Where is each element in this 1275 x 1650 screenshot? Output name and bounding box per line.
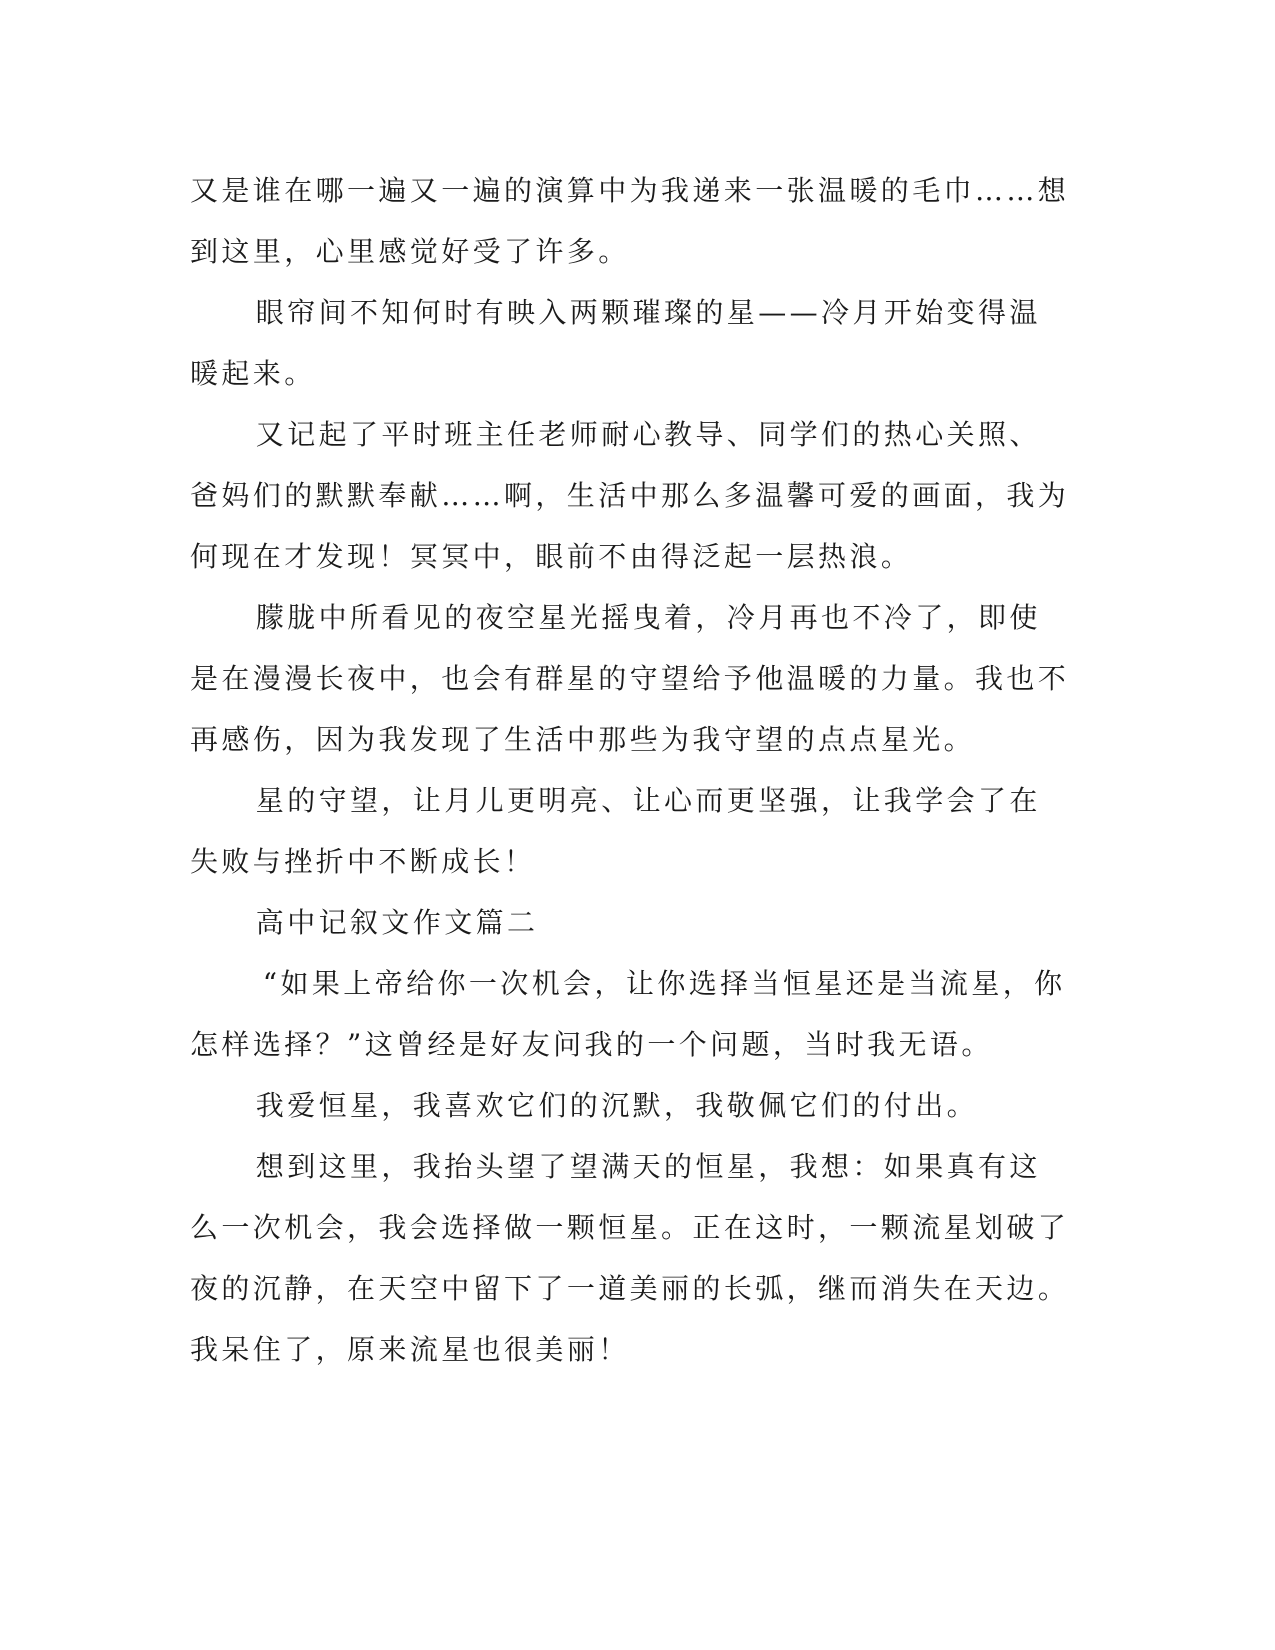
- paragraph: [190, 1136, 1070, 1380]
- section-heading: [190, 892, 1070, 953]
- text-line: 为我发现了生活中那些为我守望的点点星光。: [347, 723, 976, 756]
- text-line: “如果上帝给你一次机会，让你选择当恒星还是当流星，你怎样: [190, 967, 1066, 1061]
- text-line: 又记起了平时班主任老师耐心教导、同学们的热心关照、爸妈们: [190, 418, 1041, 512]
- paragraph: [190, 160, 1070, 282]
- paragraph: [190, 953, 1070, 1075]
- text-line: 选择？”这曾经是好友问我的一个问题，当时我无语。: [252, 1028, 993, 1061]
- text-line: 挫折中不断成长！: [284, 845, 536, 878]
- text-line: 漫长夜中，也会有群星的守望给予他温暖的力量。我也不再感伤，因: [190, 662, 1070, 756]
- text-line: 高中记叙文作文篇二: [255, 906, 539, 939]
- text-line: 星的守望，让月儿更明亮、让心而更坚强，让我学会了在失败与: [190, 784, 1041, 878]
- paragraph: [190, 404, 1070, 587]
- text-line: 里，心里感觉好受了许多。: [252, 235, 630, 268]
- text-line: 机会，我会选择做一颗恒星。正在这时，一颗流星划破了夜的沉静，: [190, 1211, 1070, 1305]
- text-line: 朦胧中所看见的夜空星光摇曳着，冷月再也不冷了，即使是在漫: [190, 601, 1041, 695]
- paragraph: [190, 587, 1070, 770]
- text-line: 现！冥冥中，眼前不由得泛起一层热浪。: [347, 540, 913, 573]
- text-line: 的默默奉献……啊，生活中那么多温馨可爱的画面，我为何现在才发: [190, 479, 1070, 573]
- document-body: [190, 160, 1070, 1380]
- text-line: 在天空中留下了一道美丽的长弧，继而消失在天边。我呆住了，原来: [190, 1272, 1070, 1366]
- paragraph: [190, 770, 1070, 892]
- text-line: 我爱恒星，我喜欢它们的沉默，我敬佩它们的付出。: [255, 1089, 978, 1122]
- paragraph: [190, 1075, 1070, 1136]
- text-line: 想到这里，我抬头望了望满天的恒星，我想：如果真有这么一次: [190, 1150, 1041, 1244]
- text-line: 眼帘间不知何时有映入两颗璀璨的星——冷月开始变得温暖起来: [190, 296, 1041, 390]
- text-line: 。: [284, 357, 316, 390]
- paragraph: [190, 282, 1070, 404]
- text-line: 又是谁在哪一遍又一遍的演算中为我递来一张温暖的毛巾……想到这: [190, 174, 1070, 268]
- text-line: 流星也很美丽！: [409, 1333, 630, 1366]
